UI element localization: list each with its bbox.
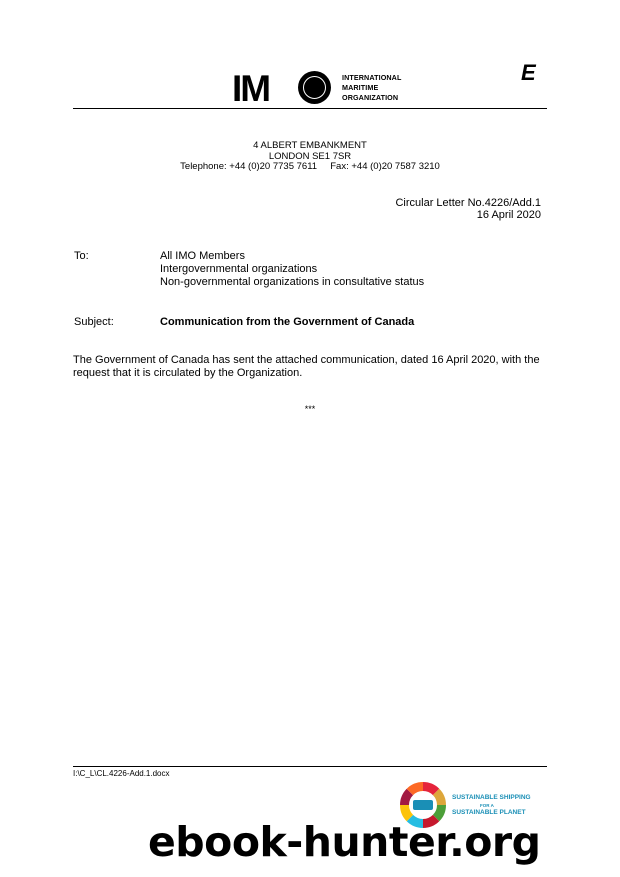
logo-line: ORGANIZATION bbox=[342, 93, 399, 102]
imo-logo bbox=[232, 68, 412, 109]
recipient-item: Non-governmental organizations in consultative status bbox=[160, 276, 425, 288]
body-paragraph: The Government of Canada has sent the attached communication, dated 16 April 2020, with the request that it is circulated by the Organization. bbox=[73, 354, 540, 379]
address-line: LONDON SE1 7SR bbox=[268, 151, 352, 162]
logo-line: INTERNATIONAL bbox=[342, 73, 402, 82]
recipient-item: Intergovernmental organizations bbox=[160, 263, 318, 275]
sdg-line: FOR A bbox=[480, 803, 494, 808]
contact-line: Telephone: +44 (0)20 7735 7611 Fax: +44 (0)20 7587 3210 bbox=[180, 161, 440, 172]
letter-date: 16 April 2020 bbox=[476, 209, 541, 221]
logo-letters: IM bbox=[232, 68, 270, 109]
file-path: I:\C_L\CL.4226-Add.1.docx bbox=[73, 769, 170, 778]
sdg-line: SUSTAINABLE PLANET bbox=[452, 809, 526, 816]
separator: *** bbox=[304, 404, 316, 414]
sdg-line: SUSTAINABLE SHIPPING bbox=[452, 794, 531, 801]
logo-line: MARITIME bbox=[342, 83, 379, 92]
address-line: 4 ALBERT EMBANKMENT bbox=[253, 140, 367, 151]
watermark: ebook-hunter.org bbox=[148, 818, 541, 866]
circular-letter-number: Circular Letter No.4226/Add.1 bbox=[395, 197, 541, 209]
header-divider bbox=[73, 108, 547, 109]
to-label: To: bbox=[74, 250, 89, 262]
footer-divider bbox=[73, 766, 547, 767]
language-mark: E bbox=[521, 60, 536, 85]
subject-text: Communication from the Government of Canada bbox=[160, 316, 415, 328]
logo-org-name bbox=[342, 73, 401, 103]
subject-label: Subject: bbox=[74, 316, 114, 328]
recipient-item: All IMO Members bbox=[160, 250, 245, 262]
imo-seal-icon bbox=[298, 71, 331, 104]
